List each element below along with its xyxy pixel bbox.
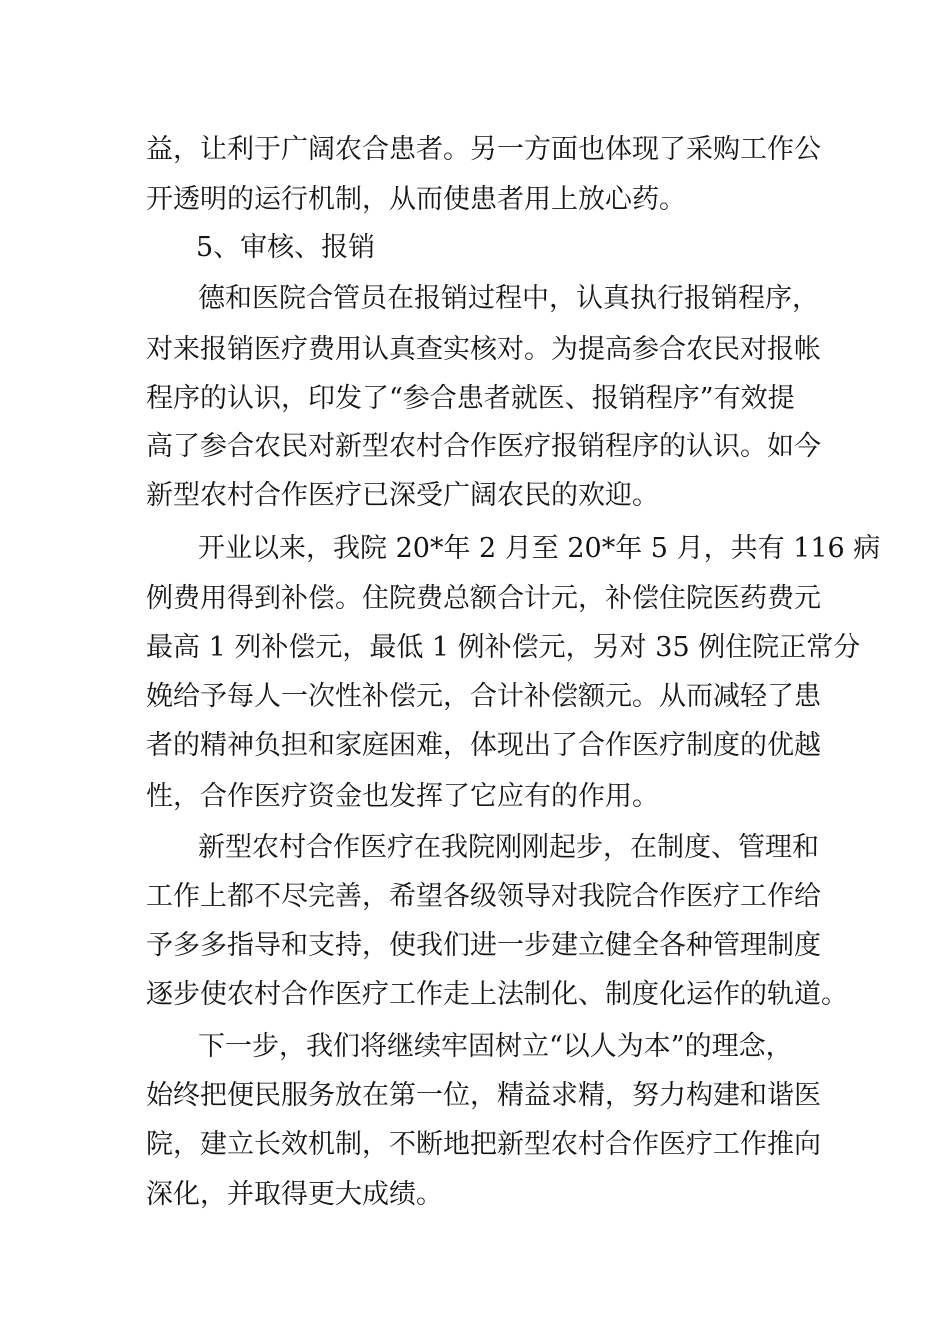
paragraph-audit-line-5: 新型农村合作医疗已深受广阔农民的欢迎。 bbox=[146, 480, 659, 511]
paragraph-outlook-line-2: 工作上都不尽完善，希望各级领导对我院合作医疗工作给 bbox=[146, 881, 821, 912]
paragraph-statistics-line-6: 性，合作医疗资金也发挥了它应有的作用。 bbox=[146, 781, 659, 812]
paragraph-statistics-line-2: 例费用得到补偿。住院费总额合计元，补偿住院医药费元 bbox=[146, 583, 821, 614]
paragraph-statistics-line-1: 开业以来，我院 20*年 2 月至 20*年 5 月，共有 116 病 bbox=[198, 533, 881, 564]
paragraph-intro-line-2: 开透明的运行机制，从而使患者用上放心药。 bbox=[146, 184, 686, 215]
paragraph-audit-line-3: 程序的认识，印发了“参合患者就医、报销程序”有效提 bbox=[146, 383, 795, 414]
paragraph-next-step-line-2: 始终把便民服务放在第一位，精益求精，努力构建和谐医 bbox=[146, 1080, 821, 1111]
paragraph-next-step-line-3: 院，建立长效机制，不断地把新型农村合作医疗工作推向 bbox=[146, 1129, 821, 1160]
paragraph-next-step-line-1: 下一步，我们将继续牢固树立“以人为本”的理念， bbox=[198, 1031, 793, 1062]
paragraph-statistics-line-5: 者的精神负担和家庭困难，体现出了合作医疗制度的优越 bbox=[146, 730, 821, 761]
paragraph-outlook-line-4: 逐步使农村合作医疗工作走上法制化、制度化运作的轨道。 bbox=[146, 979, 848, 1010]
paragraph-statistics-line-4: 娩给予每人一次性补偿元，合计补偿额元。从而减轻了患 bbox=[146, 681, 821, 712]
paragraph-statistics-line-3: 最高 1 列补偿元，最低 1 例补偿元，另对 35 例住院正常分 bbox=[146, 632, 861, 663]
paragraph-audit-line-2: 对来报销医疗费用认真查实核对。为提高参合农民对报帐 bbox=[146, 334, 821, 365]
paragraph-audit-line-4: 高了参合农民对新型农村合作医疗报销程序的认识。如今 bbox=[146, 431, 821, 462]
paragraph-next-step-line-4: 深化，并取得更大成绩。 bbox=[146, 1179, 443, 1210]
paragraph-outlook-line-1: 新型农村合作医疗在我院刚刚起步，在制度、管理和 bbox=[198, 832, 819, 863]
paragraph-outlook-line-3: 予多多指导和支持，使我们进一步建立健全各种管理制度 bbox=[146, 930, 821, 961]
section-heading: 5、审核、报销 bbox=[196, 232, 376, 263]
paragraph-intro-line-1: 益，让利于广阔农合患者。另一方面也体现了采购工作公 bbox=[146, 134, 821, 165]
paragraph-audit-line-1: 德和医院合管员在报销过程中，认真执行报销程序， bbox=[198, 283, 819, 314]
